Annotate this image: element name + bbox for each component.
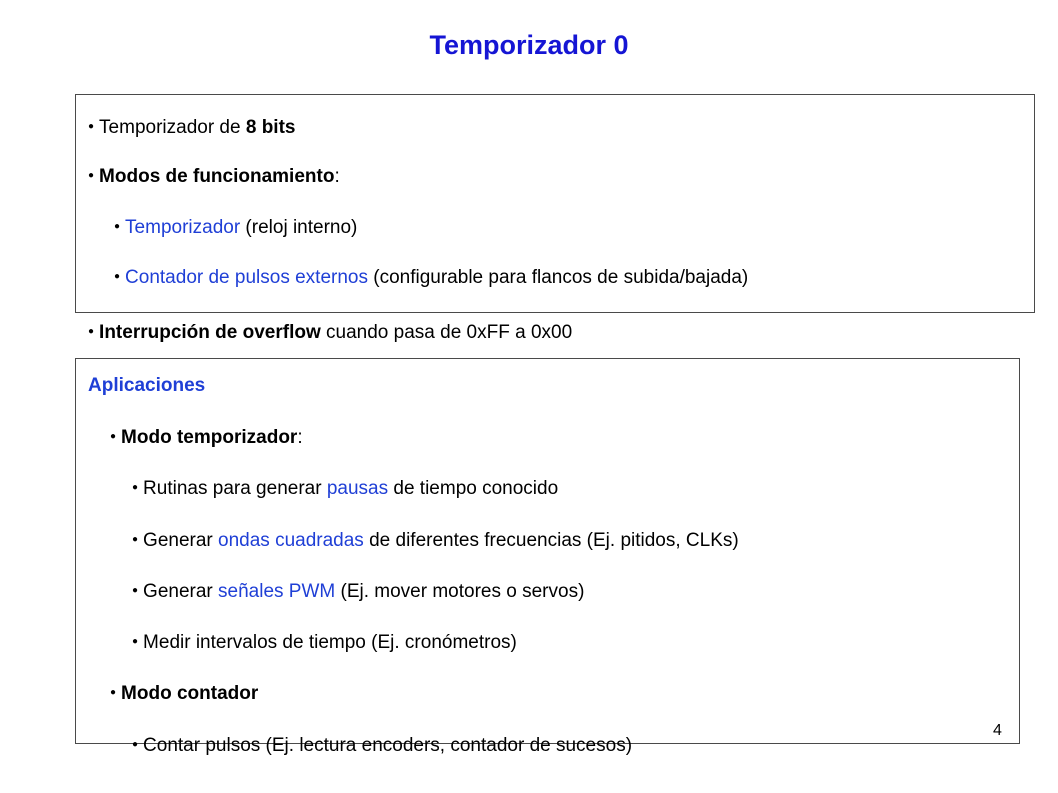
bullet-square-waves: ● Generar ondas cuadradas de diferentes frecuencias (Ej. pitidos, CLKs) <box>132 530 739 552</box>
bullet-dot-icon: ● <box>88 121 95 132</box>
bullet-dot-icon: ● <box>110 687 117 698</box>
slide-title: Temporizador 0 <box>429 30 629 60</box>
bullet-pauses: ● Rutinas para generar pausas de tiempo conocido <box>132 478 559 500</box>
bullet-modes: ● Modos de funcionamiento: <box>88 166 340 188</box>
bullet-dot-icon: ● <box>132 585 139 596</box>
bullet-dot-icon: ● <box>110 431 117 442</box>
bullet-intervals: ● Medir intervalos de tiempo (Ej. cronómetros) <box>132 632 517 654</box>
page-number: 4 <box>993 722 1002 739</box>
bullet-dot-icon: ● <box>132 739 139 750</box>
applications-heading: Aplicaciones <box>88 375 206 396</box>
bullet-dot-icon: ● <box>88 326 95 337</box>
bullet-count-pulses: ● Contar pulsos (Ej. lectura encoders, contador de sucesos) <box>132 735 633 757</box>
bullet-mode-counter: ● Contador de pulsos externos (configurable para flancos de subida/bajada) <box>114 267 749 289</box>
bullet-overflow: ● Interrupción de overflow cuando pasa de 0xFF a 0x00 <box>88 322 573 344</box>
bullet-pwm: ● Generar señales PWM (Ej. mover motores o servos) <box>132 581 585 603</box>
bullet-dot-icon: ● <box>88 170 95 181</box>
bullet-mode-timer: ● Temporizador (reloj interno) <box>114 217 358 239</box>
bullet-dot-icon: ● <box>132 636 139 647</box>
bullet-counter-mode: ● Modo contador <box>110 683 259 705</box>
bullet-dot-icon: ● <box>132 482 139 493</box>
bullet-timer-mode: ● Modo temporizador: <box>110 427 303 449</box>
bullet-8-bits: ● Temporizador de 8 bits <box>88 117 296 139</box>
bullet-dot-icon: ● <box>132 534 139 545</box>
bullet-dot-icon: ● <box>114 271 121 282</box>
bullet-dot-icon: ● <box>114 221 121 232</box>
